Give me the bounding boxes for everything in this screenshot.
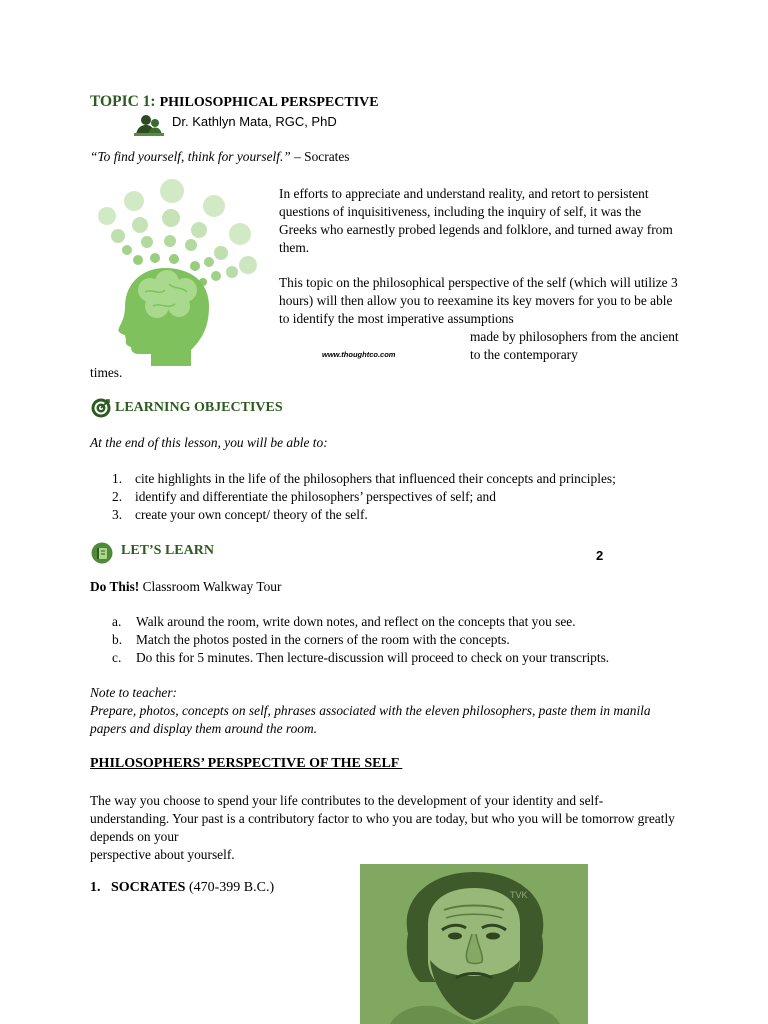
page-number: 2 [596, 548, 604, 563]
philosopher-dates: (470-399 B.C.) [185, 880, 275, 895]
intro-paragraph-2: This topic on the philosophical perspective of the self (which will utilize 3 hours) will then allow you to reexamine its key movers for you to be able to identify the most imperative assumptions [279, 275, 678, 326]
image-credit: www.thoughtco.com [322, 350, 396, 359]
list-item [112, 506, 712, 524]
list-item [112, 649, 712, 667]
philosophers-paragraph: The way you choose to spend your life contributes to the development of your identity and self-understanding. Your past is a contributory factor to who you are today, but who you will be tomorrow greatly depends on your [90, 793, 675, 844]
list-item-text: cite highlights in the life of the philosophers that influenced their concepts and principles; [135, 471, 616, 486]
activity-list [112, 613, 712, 667]
objectives-list [112, 470, 712, 524]
topic-title: PHILOSOPHICAL PERSPECTIVE [159, 95, 379, 110]
list-item-text: Do this for 5 minutes. Then lecture-discussion will proceed to check on your transcripts. [136, 650, 610, 665]
topic-title-line [90, 93, 379, 111]
list-item-text: identify and differentiate the philosophers’ perspectives of self; and [135, 489, 496, 504]
list-item-letter: b. [112, 632, 123, 647]
book-icon [91, 542, 113, 564]
philosopher-item-socrates [90, 880, 274, 896]
list-item-text: Match the photos posted in the corners of the room with the concepts. [136, 632, 510, 647]
do-this-label: Do This! [90, 579, 140, 594]
list-item-number: 1. [112, 471, 123, 486]
intro-paragraph-1: In efforts to appreciate and understand reality, and retort to persistent questions of inquisitiveness, including the inquiry of self, it was the Greeks who earnestly probed legends and folklore, and turned away from them. [279, 186, 673, 255]
do-this-text: Classroom Walkway Tour [139, 579, 282, 594]
quote [90, 149, 350, 165]
socrates-portrait [360, 864, 588, 1024]
teacher-note-label: Note to teacher: [90, 685, 178, 700]
list-item-text: Walk around the room, write down notes, and reflect on the concepts that you see. [136, 614, 576, 629]
quote-text: “To find yourself, think for yourself.” [90, 149, 291, 164]
svg-text:TVK: TVK [510, 890, 528, 900]
philosopher-name: SOCRATES [111, 880, 186, 895]
list-item-letter: a. [112, 614, 122, 629]
quote-attribution: – Socrates [290, 149, 350, 164]
learning-objectives-heading: LEARNING OBJECTIVES [115, 400, 283, 415]
lets-learn-heading: LET’S LEARN [121, 543, 214, 558]
objectives-intro: At the end of this lesson, you will be able to: [90, 435, 328, 450]
list-item-number: 2. [112, 489, 123, 504]
head-brain-icon [95, 178, 265, 366]
topic-number: TOPIC 1: [90, 93, 156, 110]
do-this-line [90, 578, 281, 596]
intro-paragraph-2-continued: made by philosophers from the ancient to the contemporary [470, 329, 679, 362]
philosophers-paragraph-end: perspective about yourself. [90, 847, 235, 862]
list-item [112, 488, 712, 506]
list-item-text: create your own concept/ theory of the self. [135, 507, 368, 522]
teacher-note-text: Prepare, photos, concepts on self, phrases associated with the eleven philosophers, paste them in manila papers and display them around the room. [90, 703, 651, 736]
philosophers-heading: PHILOSOPHERS’ PERSPECTIVE OF THE SELF [90, 756, 403, 771]
list-item [112, 470, 712, 488]
target-icon [91, 398, 111, 418]
list-item [112, 631, 712, 649]
author-name: Dr. Kathlyn Mata, RGC, PhD [172, 114, 337, 129]
intro-paragraph-2-end: times. [90, 365, 123, 380]
list-item-number: 3. [112, 507, 123, 522]
philosopher-number: 1. [90, 880, 101, 895]
list-item [112, 613, 712, 631]
teacher-note [90, 684, 690, 738]
list-item-letter: c. [112, 650, 122, 665]
author-people-icon [134, 114, 164, 136]
